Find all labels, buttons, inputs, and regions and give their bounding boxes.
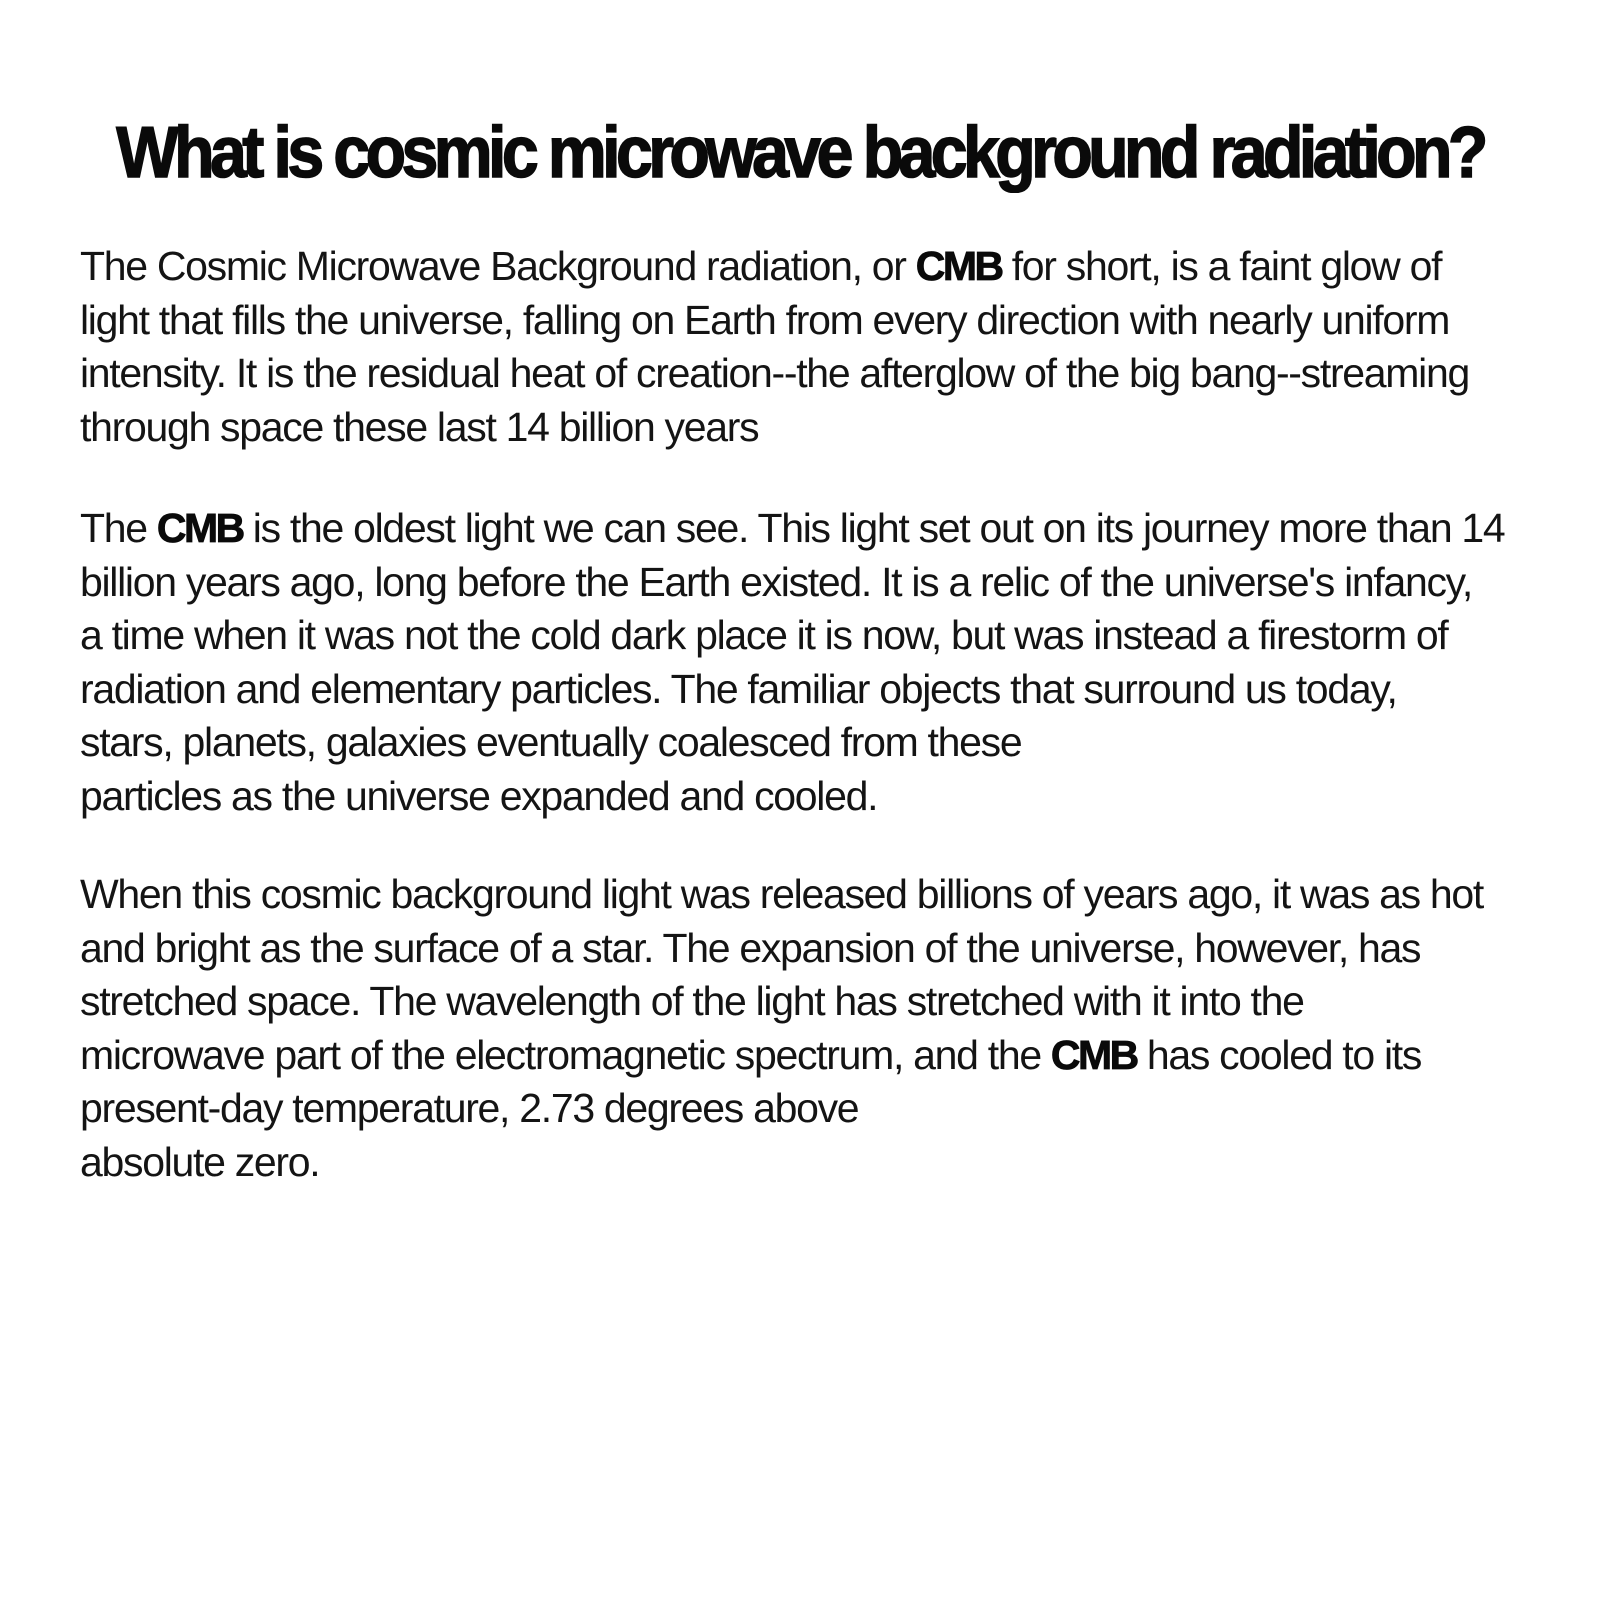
paragraph-cmb-definition (80, 240, 1550, 454)
text-line: and bright as the surface of a star. The expansion of the universe, however, has (80, 924, 1421, 971)
text-line: stars, planets, galaxies eventually coalesced from these (80, 719, 1022, 765)
text-fragment: is the oldest light we can see. This light set out on its journey more than 14 (242, 505, 1505, 551)
text-line: absolute zero. (80, 1138, 320, 1185)
text-line: light that fills the universe, falling on Earth from every direction with nearly uniform (80, 296, 1450, 343)
text-fragment: for short, is a faint glow of (1001, 243, 1442, 289)
text-line: intensity. It is the residual heat of creation--the afterglow of the big bang--streaming (80, 350, 1469, 396)
text-line: When this cosmic background light was released billions of years ago, it was as hot (80, 871, 1484, 917)
cmb-abbreviation: CMB (915, 243, 1002, 289)
text-fragment: The Cosmic Microwave Background radiation, or (80, 243, 916, 289)
text-line: through space these last 14 billion years (80, 403, 759, 450)
cmb-abbreviation: CMB (1050, 1031, 1137, 1078)
text-line: a time when it was not the cold dark place it is now, but was instead a firestorm of (80, 612, 1448, 658)
text-line: radiation and elementary particles. The familiar objects that surround us today, (80, 665, 1397, 712)
page-title: What is cosmic microwave background radiation? (116, 113, 1484, 193)
text-fragment: microwave part of the electromagnetic spectrum, and the (80, 1031, 1051, 1078)
text-line: particles as the universe expanded and cooled. (80, 772, 878, 819)
text-fragment: The (80, 505, 157, 551)
text-line (80, 240, 1550, 294)
text-line: stretched space. The wavelength of the light has stretched with it into the (80, 978, 1304, 1024)
paragraph-cooling (80, 868, 1550, 1189)
text-line (80, 502, 1550, 556)
text-line (80, 1029, 1550, 1083)
paragraph-oldest-light (80, 502, 1550, 823)
text-fragment: has cooled to its (1136, 1031, 1422, 1078)
text-line: present-day temperature, 2.73 degrees above (80, 1085, 859, 1131)
text-line: billion years ago, long before the Earth existed. It is a relic of the universe's infancy, (80, 558, 1472, 605)
cmb-abbreviation: CMB (156, 505, 243, 551)
